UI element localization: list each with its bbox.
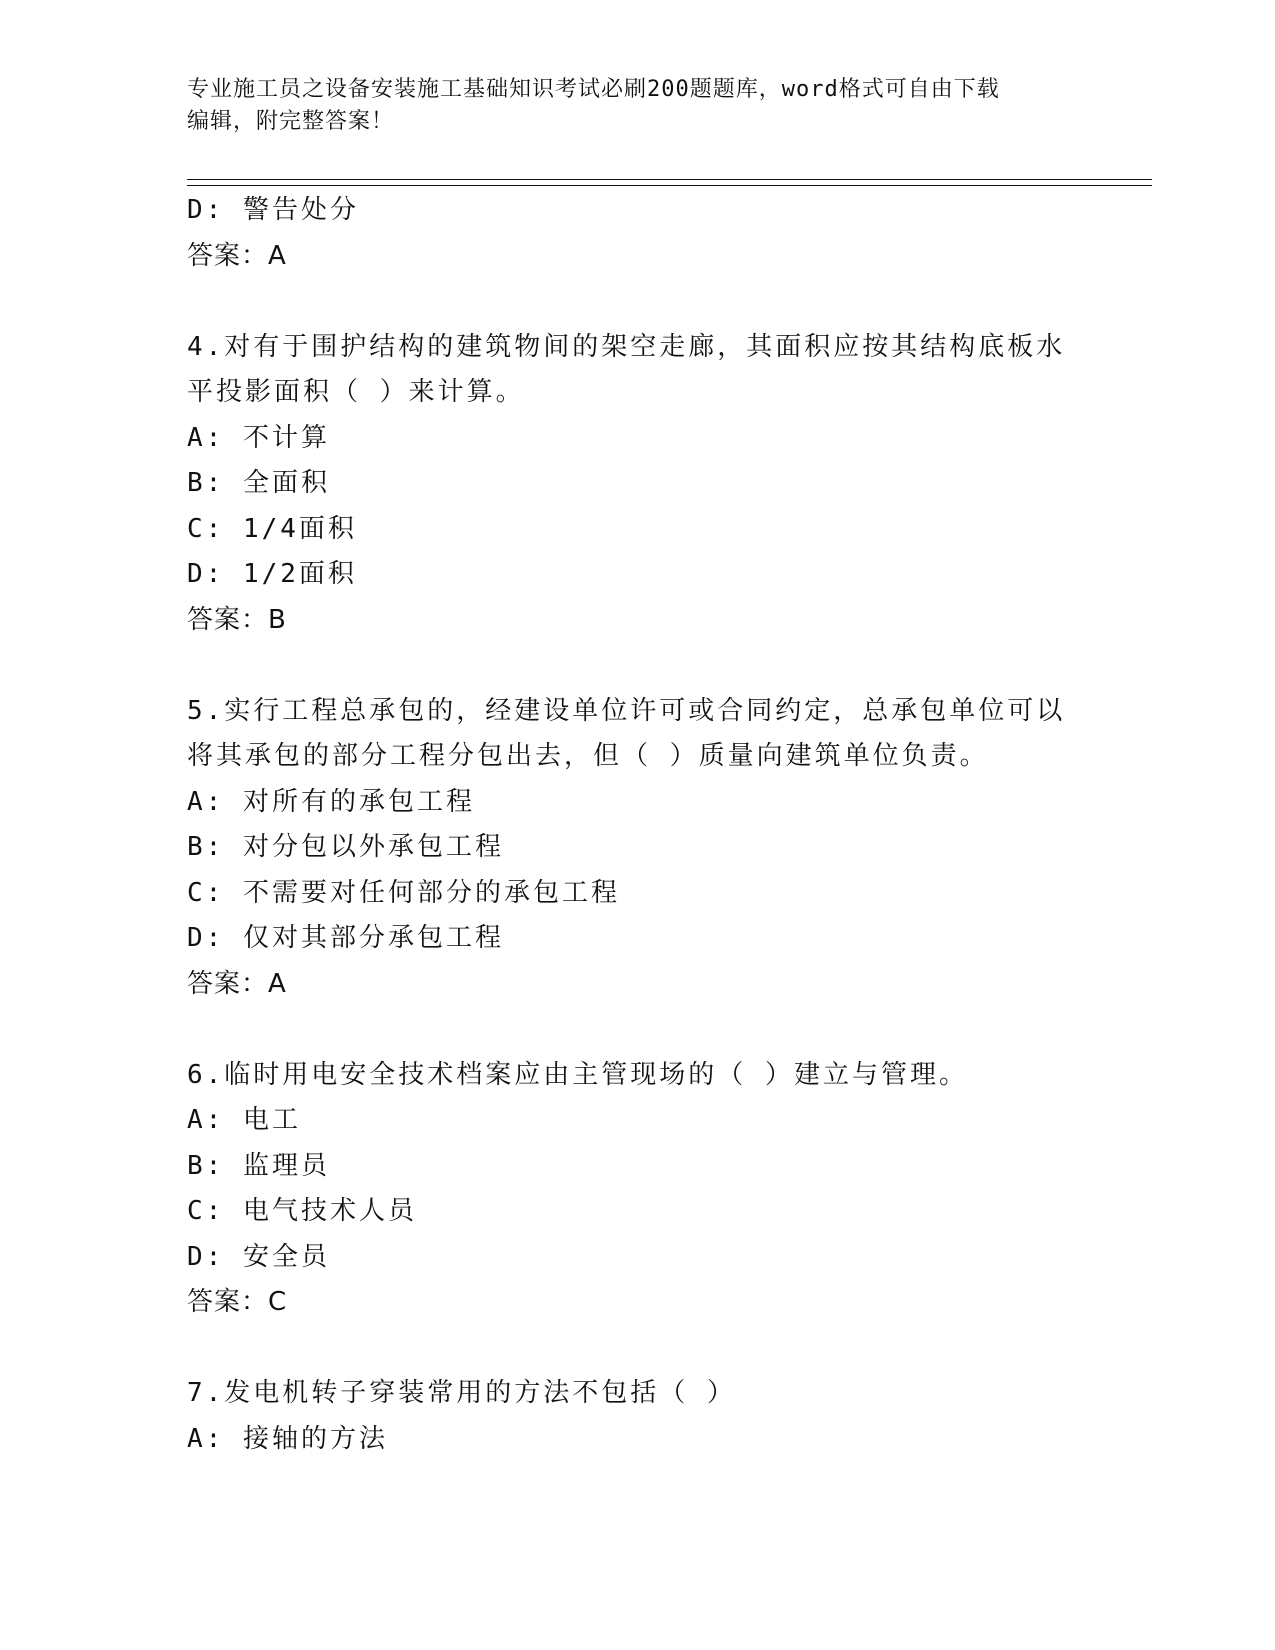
q4-option-b: B: 全面积 — [187, 468, 330, 498]
q6-option-a: A: 电工 — [187, 1105, 301, 1135]
q7-text-line-1: 7.发电机转子穿装常用的方法不包括（ ） — [187, 1378, 736, 1408]
q5-option-b: B: 对分包以外承包工程 — [187, 832, 504, 862]
q5-option-d: D: 仅对其部分承包工程 — [187, 923, 504, 953]
q4-option-a: A: 不计算 — [187, 422, 330, 453]
header-line-2: 编辑，附完整答案！ — [187, 109, 395, 134]
q4-text-line-1: 4.对有于围护结构的建筑物间的架空走廊，其面积应按其结构底板水 — [187, 331, 1066, 362]
spacer — [187, 643, 1087, 689]
q6-answer: 答案：C — [187, 1287, 288, 1317]
q5-option-c: C: 不需要对任何部分的承包工程 — [187, 877, 620, 908]
q4-answer: 答案：B — [187, 604, 287, 635]
spacer — [187, 1007, 1087, 1053]
header-divider-top — [187, 179, 1152, 180]
q5-text-line-2: 将其承包的部分工程分包出去，但（ ）质量向建筑单位负责。 — [187, 741, 989, 771]
q4-text-line-2: 平投影面积（ ）来计算。 — [187, 377, 525, 407]
question-content — [187, 188, 1087, 1462]
q6-option-b: B: 监理员 — [187, 1150, 330, 1181]
q4-option-d: D: 1/2面积 — [187, 559, 357, 589]
q4-option-c: C: 1/4面积 — [187, 513, 357, 544]
header-line-1: 专业施工员之设备安装施工基础知识考试必刷200题题库，word格式可自由下载 — [187, 77, 1000, 102]
q5-option-a: A: 对所有的承包工程 — [187, 786, 475, 817]
q5-answer: 答案：A — [187, 968, 287, 999]
document-header — [187, 74, 1087, 138]
q6-text-line-1: 6.临时用电安全技术档案应由主管现场的（ ）建立与管理。 — [187, 1059, 968, 1090]
prev-answer: 答案：A — [187, 240, 287, 271]
header-divider-bottom — [187, 185, 1152, 186]
q6-option-d: D: 安全员 — [187, 1241, 330, 1272]
prev-option-d: D: 警告处分 — [187, 195, 359, 225]
spacer — [187, 279, 1087, 325]
q5-text-line-1: 5.实行工程总承包的，经建设单位许可或合同约定，总承包单位可以 — [187, 695, 1066, 726]
q7-option-a: A: 接轴的方法 — [187, 1423, 388, 1454]
spacer — [187, 1326, 1087, 1372]
q6-option-c: C: 电气技术人员 — [187, 1196, 417, 1226]
